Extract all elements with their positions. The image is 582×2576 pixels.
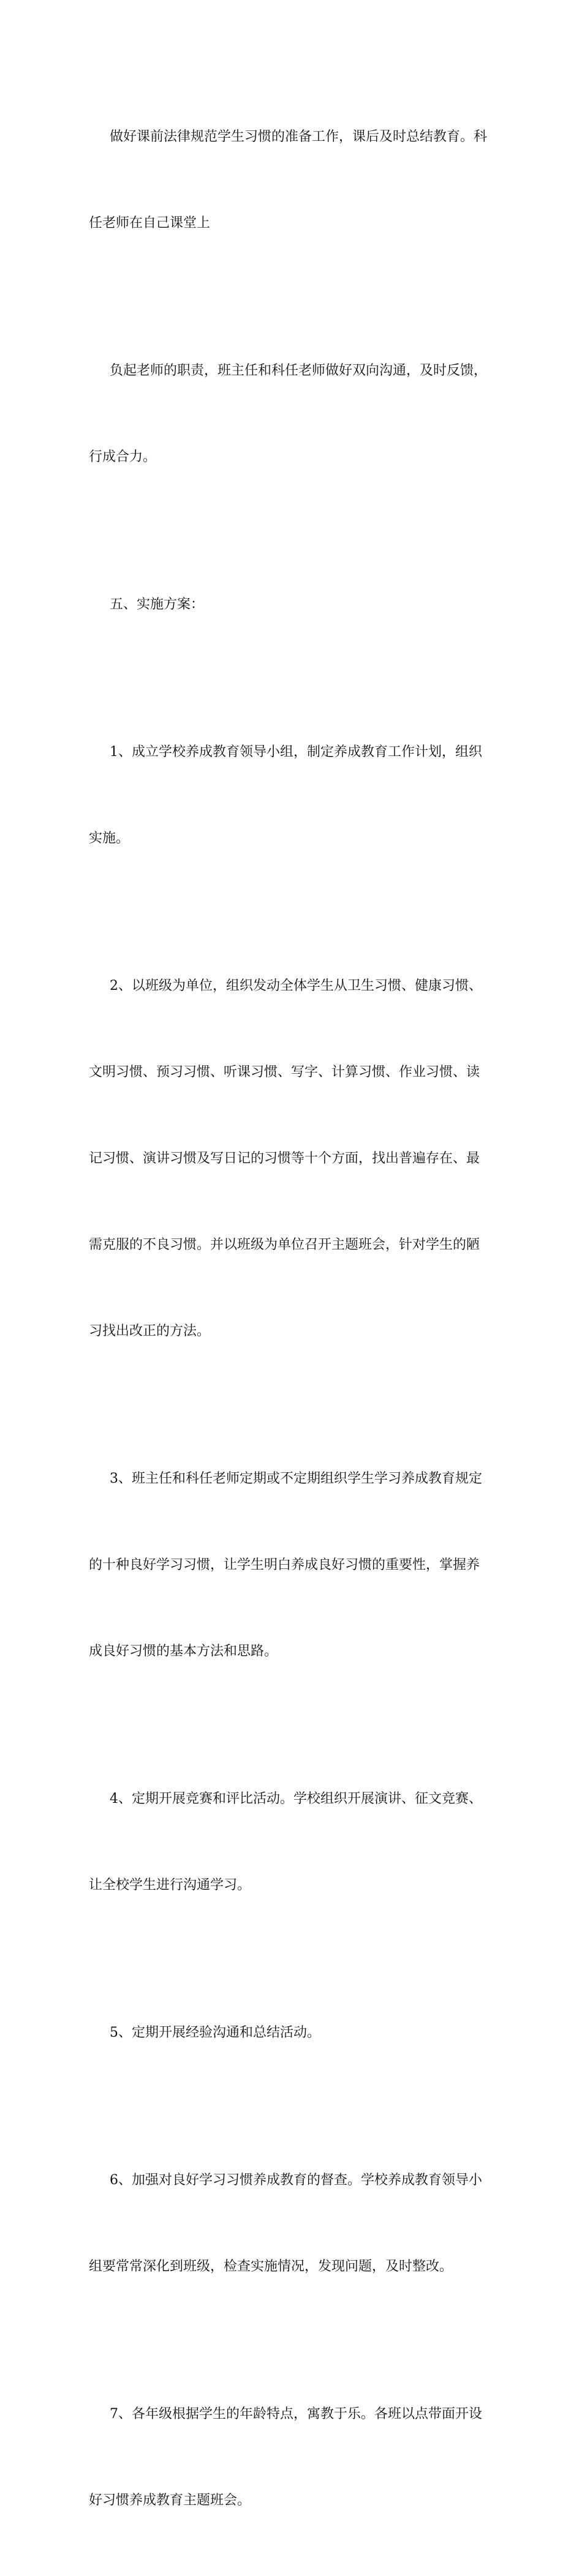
paragraph-line: 行成合力。: [89, 449, 157, 465]
paragraph-line: 组要常常深化到班级，检查实施情况，发现问题，及时整改。: [89, 2259, 453, 2274]
list-item-2: [89, 914, 496, 1403]
paragraph-line: 成良好习惯的基本方法和思路。: [89, 1644, 278, 1659]
list-item-1: [89, 680, 496, 910]
paragraph-line: 好习惯养成教育主题班会。: [89, 2493, 251, 2508]
paragraph-line: 负起老师的职责，班主任和科任老师做好双向沟通，及时反馈，: [110, 363, 488, 378]
paragraph-line: 任老师在自己课堂上: [89, 215, 211, 231]
list-item-7: [89, 2342, 496, 2572]
section-heading-implementation: [89, 533, 496, 676]
paragraph-line: 4、定期开展竞赛和评比活动。学校组织开展演讲、征文竞赛、: [110, 1791, 482, 1807]
paragraph-line: 文明习惯、预习习惯、听课习惯、写字、计算习惯、作业习惯、读: [89, 1065, 480, 1080]
list-item-6: [89, 2108, 496, 2338]
paragraph-2: [89, 299, 496, 529]
paragraph-line: 习找出改正的方法。: [89, 1324, 211, 1339]
paragraph-line: 记习惯、演讲习惯及写日记的习惯等十个方面，找出普遍存在、最: [89, 1151, 480, 1166]
list-item-5: [89, 1961, 496, 2105]
paragraph-line: 做好课前法律规范学生习惯的准备工作，课后及时总结教育。科: [110, 129, 488, 144]
paragraph-line: 7、各年级根据学生的年龄特点，寓教于乐。各班以点带面开设: [110, 2406, 482, 2422]
paragraph-line: 的十种良好学习习惯，让学生明白养成良好习惯的重要性，掌握养: [89, 1557, 480, 1573]
list-item-3: [89, 1407, 496, 1723]
document-body: [89, 65, 496, 2576]
paragraph-line: 2、以班级为单位，组织发动全体学生从卫生习惯、健康习惯、: [110, 978, 482, 994]
paragraph-line: 需克服的不良习惯。并以班级为单位召开主题班会，针对学生的陋: [89, 1237, 480, 1252]
list-item-4: [89, 1727, 496, 1957]
paragraph-line: 让全校学生进行沟通学习。: [89, 1878, 251, 1893]
paragraph-line: 1、成立学校养成教育领导小组，制定养成教育工作计划，组织: [110, 744, 482, 760]
paragraph-line: 实施。: [89, 831, 130, 846]
section-heading-text: 五、实施方案：: [110, 597, 205, 612]
paragraph-1: [89, 65, 496, 295]
paragraph-line: 5、定期开展经验沟通和总结活动。: [110, 2025, 320, 2040]
paragraph-line: 3、班主任和科任老师定期或不定期组织学生学习养成教育规定: [110, 1471, 482, 1486]
paragraph-line: 6、加强对良好学习习惯养成教育的督查。学校养成教育领导小: [110, 2173, 482, 2188]
